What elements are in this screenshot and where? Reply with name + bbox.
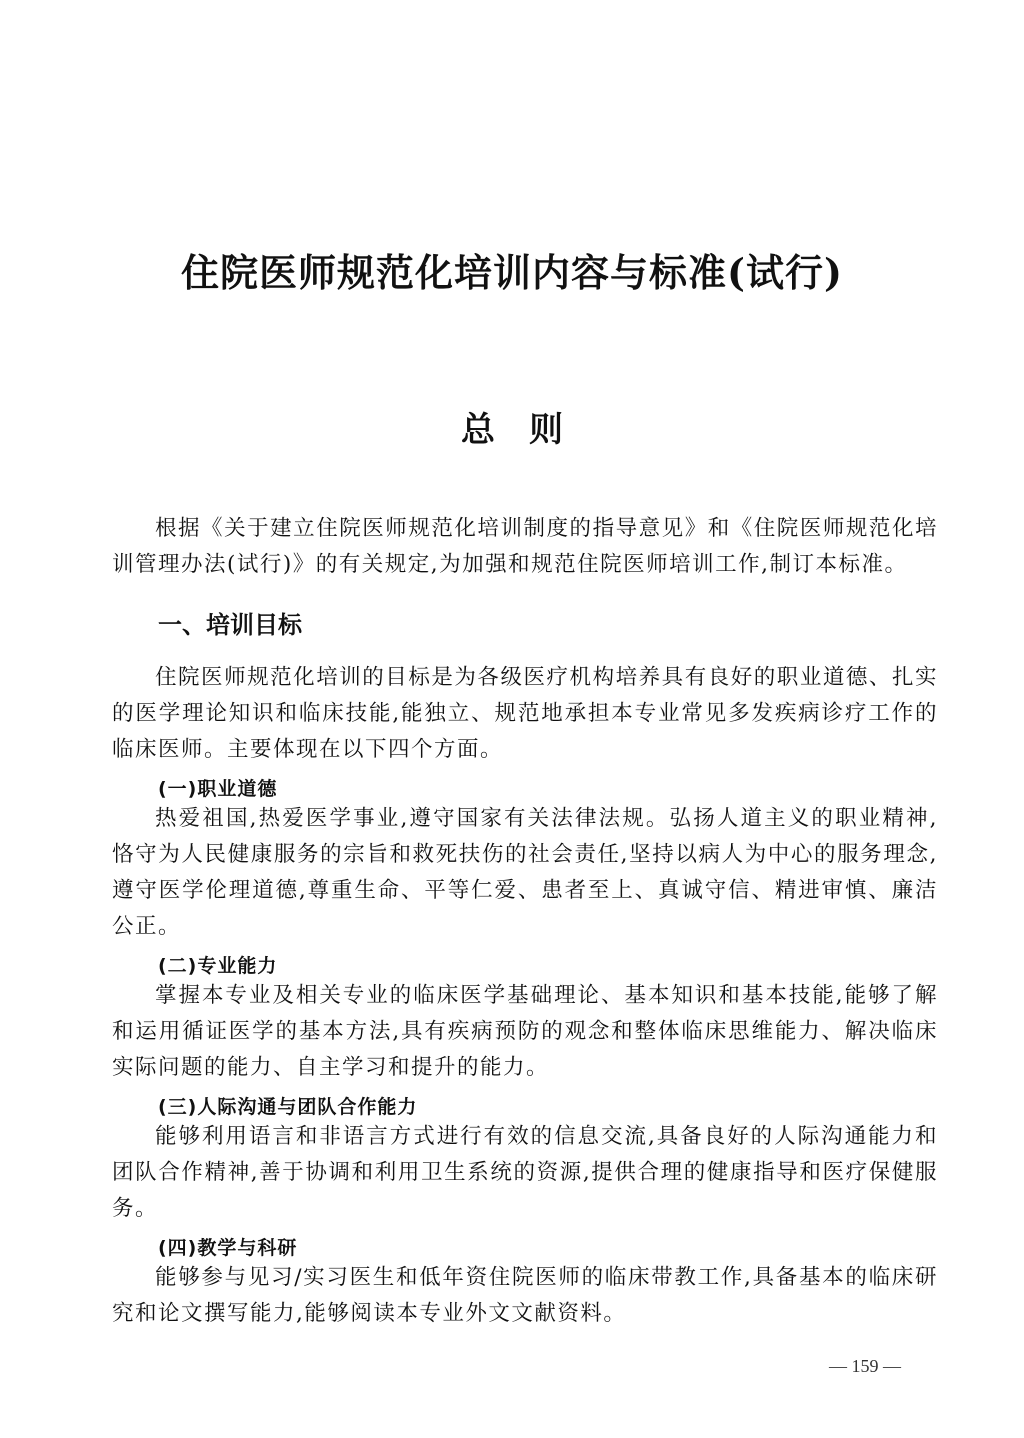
subsection-text-competence: 掌握本专业及相关专业的临床医学基础理论、基本知识和基本技能,能够了解和运用循证医学的基本方法,具有疾病预防的观念和整体临床思维能力、解决临床实际问题的能力、自主学习和提升的能力。 <box>112 983 938 1080</box>
heading-training-goals: 一、培训目标 <box>158 611 302 639</box>
subsection-heading-communication: (三)人际沟通与团队合作能力 <box>158 1096 418 1118</box>
document-title: 住院医师规范化培训内容与标准(试行) <box>181 250 843 295</box>
subsection-heading-ethics: (一)职业道德 <box>158 778 278 800</box>
section-title: 总 则 <box>461 410 563 450</box>
subsection-text-teaching: 能够参与见习/实习医生和低年资住院医师的临床带教工作,具备基本的临床研究和论文撰写能力,能够阅读本专业外文文献资料。 <box>112 1265 938 1326</box>
page-number: — 159 — <box>829 1356 901 1376</box>
subsection-text-communication: 能够利用语言和非语言方式进行有效的信息交流,具备良好的人际沟通能力和团队合作精神,善于协调和利用卫生系统的资源,提供合理的健康指导和医疗保健服务。 <box>112 1124 938 1221</box>
document-body <box>112 511 938 1332</box>
subsection-text-ethics: 热爱祖国,热爱医学事业,遵守国家有关法律法规。弘扬人道主义的职业精神,恪守为人民健康服务的宗旨和救死扶伤的社会责任,坚持以病人为中心的服务理念,遵守医学伦理道德,尊重生命、平等仁爱、患者至上、真诚守信、精进审慎、廉洁公正。 <box>112 806 938 939</box>
subsection-heading-teaching: (四)教学与科研 <box>158 1237 298 1259</box>
subsection-heading-competence: (二)专业能力 <box>158 955 278 977</box>
goal-paragraph: 住院医师规范化培训的目标是为各级医疗机构培养具有良好的职业道德、扎实的医学理论知识和临床技能,能独立、规范地承担本专业常见多发疾病诊疗工作的临床医师。主要体现在以下四个方面。 <box>112 665 938 762</box>
intro-paragraph: 根据《关于建立住院医师规范化培训制度的指导意见》和《住院医师规范化培训管理办法(试行)》的有关规定,为加强和规范住院医师培训工作,制订本标准。 <box>112 516 938 577</box>
